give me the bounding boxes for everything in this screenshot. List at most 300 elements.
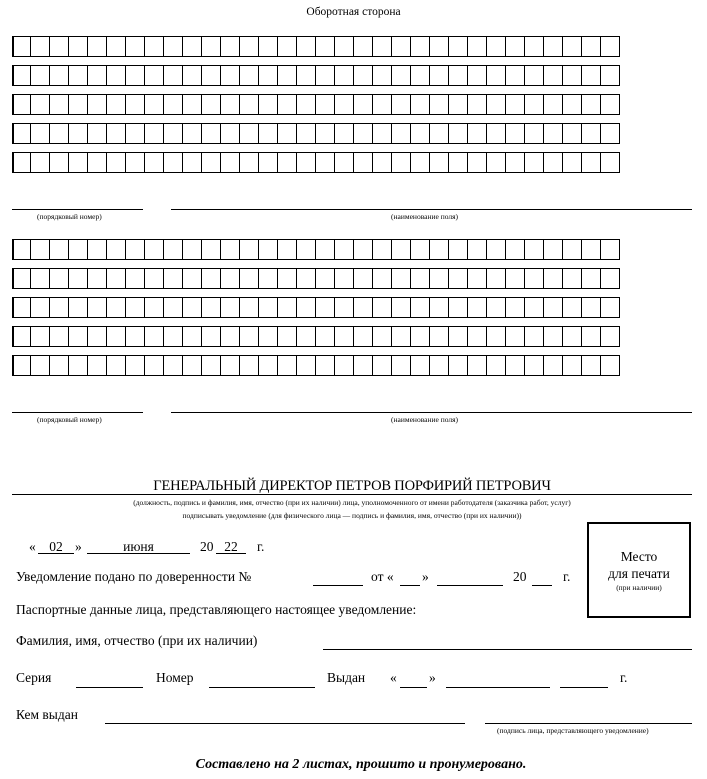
grid-cell[interactable] — [582, 268, 601, 289]
grid-cell[interactable] — [487, 152, 506, 173]
grid-cell[interactable] — [278, 94, 297, 115]
grid-cell[interactable] — [563, 268, 582, 289]
grid-cell[interactable] — [582, 36, 601, 57]
grid-cell[interactable] — [525, 152, 544, 173]
grid-cell[interactable] — [164, 297, 183, 318]
grid-cell[interactable] — [411, 152, 430, 173]
grid-cell[interactable] — [354, 94, 373, 115]
grid-cell[interactable] — [88, 36, 107, 57]
grid-cell[interactable] — [316, 65, 335, 86]
grid-cell[interactable] — [88, 297, 107, 318]
grid-cell[interactable] — [316, 326, 335, 347]
grid-cell[interactable] — [145, 268, 164, 289]
grid-cell[interactable] — [183, 239, 202, 260]
grid-cell[interactable] — [164, 36, 183, 57]
grid-cell[interactable] — [12, 94, 31, 115]
grid-cell[interactable] — [544, 123, 563, 144]
grid-cell[interactable] — [221, 123, 240, 144]
grid-cell[interactable] — [392, 355, 411, 376]
grid-cell[interactable] — [31, 152, 50, 173]
grid-cell[interactable] — [50, 326, 69, 347]
grid-cell[interactable] — [354, 297, 373, 318]
grid-cell[interactable] — [69, 65, 88, 86]
grid-cell[interactable] — [145, 297, 164, 318]
grid-cell[interactable] — [544, 355, 563, 376]
grid-cell[interactable] — [31, 65, 50, 86]
grid-cell[interactable] — [259, 152, 278, 173]
grid-cell[interactable] — [69, 239, 88, 260]
grid-cell[interactable] — [449, 94, 468, 115]
grid-cell[interactable] — [544, 326, 563, 347]
grid-cell[interactable] — [240, 123, 259, 144]
grid-cell[interactable] — [107, 268, 126, 289]
grid-cell[interactable] — [468, 65, 487, 86]
issued-month-field[interactable] — [446, 687, 550, 688]
grid-cell[interactable] — [31, 94, 50, 115]
grid-cell[interactable] — [335, 297, 354, 318]
grid-cell[interactable] — [430, 326, 449, 347]
grid-cell[interactable] — [278, 36, 297, 57]
grid-cell[interactable] — [12, 152, 31, 173]
grid-cell[interactable] — [240, 65, 259, 86]
grid-cell[interactable] — [145, 36, 164, 57]
grid-cell[interactable] — [449, 326, 468, 347]
grid-cell[interactable] — [145, 152, 164, 173]
grid-cell[interactable] — [411, 94, 430, 115]
grid-cell[interactable] — [411, 65, 430, 86]
grid-cell[interactable] — [107, 65, 126, 86]
grid-cell[interactable] — [50, 123, 69, 144]
grid-cell[interactable] — [259, 65, 278, 86]
proxy-year-field[interactable] — [532, 585, 552, 586]
grid-cell[interactable] — [468, 152, 487, 173]
grid-cell[interactable] — [430, 297, 449, 318]
grid-cell[interactable] — [69, 268, 88, 289]
grid-cell[interactable] — [12, 123, 31, 144]
grid-cell[interactable] — [411, 297, 430, 318]
serial-number-line-2[interactable] — [12, 412, 143, 413]
grid-cell[interactable] — [221, 239, 240, 260]
grid-cell[interactable] — [126, 94, 145, 115]
grid-cell[interactable] — [202, 326, 221, 347]
grid-cell[interactable] — [107, 297, 126, 318]
grid-cell[interactable] — [126, 239, 145, 260]
grid-cell[interactable] — [12, 65, 31, 86]
grid-cell[interactable] — [240, 326, 259, 347]
grid-cell[interactable] — [126, 326, 145, 347]
grid-cell[interactable] — [373, 36, 392, 57]
grid-cell[interactable] — [544, 297, 563, 318]
grid-cell[interactable] — [449, 152, 468, 173]
grid-cell[interactable] — [31, 355, 50, 376]
grid-cell[interactable] — [297, 297, 316, 318]
grid-cell[interactable] — [202, 123, 221, 144]
grid-cell[interactable] — [430, 94, 449, 115]
grid-cell[interactable] — [563, 94, 582, 115]
grid-cell[interactable] — [354, 268, 373, 289]
grid-cell[interactable] — [506, 326, 525, 347]
grid-cell[interactable] — [392, 326, 411, 347]
grid-cell[interactable] — [259, 297, 278, 318]
grid-cell[interactable] — [449, 123, 468, 144]
grid-cell[interactable] — [487, 239, 506, 260]
date-day[interactable]: 02 — [49, 539, 63, 554]
grid-cell[interactable] — [145, 94, 164, 115]
grid-cell[interactable] — [582, 355, 601, 376]
grid-cell[interactable] — [354, 36, 373, 57]
grid-cell[interactable] — [107, 36, 126, 57]
grid-cell[interactable] — [12, 268, 31, 289]
grid-cell[interactable] — [221, 152, 240, 173]
grid-cell[interactable] — [335, 65, 354, 86]
grid-cell[interactable] — [582, 239, 601, 260]
grid-cell[interactable] — [411, 326, 430, 347]
grid-cell[interactable] — [259, 123, 278, 144]
grid-cell[interactable] — [50, 239, 69, 260]
grid-cell[interactable] — [430, 36, 449, 57]
grid-cell[interactable] — [69, 123, 88, 144]
grid-cell[interactable] — [468, 36, 487, 57]
grid-cell[interactable] — [468, 268, 487, 289]
grid-cell[interactable] — [278, 326, 297, 347]
grid-cell[interactable] — [449, 65, 468, 86]
grid-cell[interactable] — [316, 355, 335, 376]
grid-cell[interactable] — [88, 355, 107, 376]
grid-cell[interactable] — [525, 65, 544, 86]
grid-cell[interactable] — [449, 239, 468, 260]
grid-cell[interactable] — [601, 239, 620, 260]
grid-cell[interactable] — [31, 297, 50, 318]
grid-cell[interactable] — [107, 94, 126, 115]
grid-cell[interactable] — [221, 268, 240, 289]
grid-cell[interactable] — [487, 36, 506, 57]
grid-cell[interactable] — [12, 36, 31, 57]
grid-cell[interactable] — [126, 36, 145, 57]
grid-cell[interactable] — [278, 239, 297, 260]
grid-cell[interactable] — [373, 152, 392, 173]
grid-cell[interactable] — [430, 355, 449, 376]
grid-cell[interactable] — [183, 355, 202, 376]
grid-cell[interactable] — [563, 65, 582, 86]
grid-cell[interactable] — [88, 239, 107, 260]
grid-cell[interactable] — [88, 152, 107, 173]
grid-cell[interactable] — [88, 65, 107, 86]
grid-cell[interactable] — [544, 268, 563, 289]
grid-cell[interactable] — [430, 268, 449, 289]
grid-cell[interactable] — [183, 268, 202, 289]
grid-cell[interactable] — [31, 36, 50, 57]
grid-cell[interactable] — [392, 36, 411, 57]
grid-cell[interactable] — [335, 326, 354, 347]
grid-cell[interactable] — [468, 239, 487, 260]
grid-cell[interactable] — [164, 123, 183, 144]
grid-cell[interactable] — [202, 152, 221, 173]
grid-cell[interactable] — [563, 36, 582, 57]
grid-cell[interactable] — [69, 297, 88, 318]
grid-cell[interactable] — [525, 239, 544, 260]
grid-cell[interactable] — [69, 94, 88, 115]
grid-cell[interactable] — [354, 239, 373, 260]
grid-cell[interactable] — [430, 239, 449, 260]
grid-cell[interactable] — [487, 326, 506, 347]
grid-cell[interactable] — [525, 355, 544, 376]
grid-cell[interactable] — [354, 123, 373, 144]
grid-cell[interactable] — [525, 297, 544, 318]
grid-cell[interactable] — [411, 355, 430, 376]
grid-cell[interactable] — [601, 326, 620, 347]
grid-cell[interactable] — [335, 239, 354, 260]
grid-cell[interactable] — [430, 123, 449, 144]
grid-cell[interactable] — [506, 65, 525, 86]
grid-cell[interactable] — [126, 152, 145, 173]
field-name-line-2[interactable] — [171, 412, 692, 413]
signature-field[interactable] — [485, 723, 692, 724]
grid-cell[interactable] — [563, 297, 582, 318]
grid-cell[interactable] — [430, 152, 449, 173]
grid-cell[interactable] — [278, 152, 297, 173]
grid-cell[interactable] — [563, 326, 582, 347]
grid-cell[interactable] — [506, 152, 525, 173]
grid-cell[interactable] — [183, 36, 202, 57]
grid-cell[interactable] — [373, 65, 392, 86]
grid-cell[interactable] — [259, 268, 278, 289]
grid-cell[interactable] — [164, 239, 183, 260]
grid-cell[interactable] — [31, 239, 50, 260]
grid-cell[interactable] — [145, 123, 164, 144]
grid-cell[interactable] — [392, 268, 411, 289]
grid-cell[interactable] — [183, 65, 202, 86]
grid-cell[interactable] — [297, 94, 316, 115]
issued-by-field[interactable] — [105, 723, 465, 724]
grid-cell[interactable] — [183, 152, 202, 173]
character-grid-bottom[interactable] — [12, 239, 620, 384]
grid-cell[interactable] — [449, 297, 468, 318]
proxy-day-field[interactable] — [400, 585, 420, 586]
grid-cell[interactable] — [468, 297, 487, 318]
grid-cell[interactable] — [278, 65, 297, 86]
grid-cell[interactable] — [354, 326, 373, 347]
grid-cell[interactable] — [297, 355, 316, 376]
grid-cell[interactable] — [221, 355, 240, 376]
grid-cell[interactable] — [316, 36, 335, 57]
grid-cell[interactable] — [316, 297, 335, 318]
grid-cell[interactable] — [202, 65, 221, 86]
grid-cell[interactable] — [525, 268, 544, 289]
grid-cell[interactable] — [183, 123, 202, 144]
grid-cell[interactable] — [487, 355, 506, 376]
grid-cell[interactable] — [126, 297, 145, 318]
grid-cell[interactable] — [449, 268, 468, 289]
grid-cell[interactable] — [392, 297, 411, 318]
grid-cell[interactable] — [449, 355, 468, 376]
grid-cell[interactable] — [544, 152, 563, 173]
grid-cell[interactable] — [335, 152, 354, 173]
grid-cell[interactable] — [316, 268, 335, 289]
grid-cell[interactable] — [544, 239, 563, 260]
grid-cell[interactable] — [202, 239, 221, 260]
grid-cell[interactable] — [582, 152, 601, 173]
grid-cell[interactable] — [316, 94, 335, 115]
grid-cell[interactable] — [354, 65, 373, 86]
grid-cell[interactable] — [525, 36, 544, 57]
grid-cell[interactable] — [12, 355, 31, 376]
grid-cell[interactable] — [297, 36, 316, 57]
grid-cell[interactable] — [449, 36, 468, 57]
grid-cell[interactable] — [354, 355, 373, 376]
grid-cell[interactable] — [240, 268, 259, 289]
grid-cell[interactable] — [601, 36, 620, 57]
grid-cell[interactable] — [50, 36, 69, 57]
grid-cell[interactable] — [107, 355, 126, 376]
grid-cell[interactable] — [392, 239, 411, 260]
grid-cell[interactable] — [601, 65, 620, 86]
grid-cell[interactable] — [582, 65, 601, 86]
grid-cell[interactable] — [373, 123, 392, 144]
grid-cell[interactable] — [563, 123, 582, 144]
fio-field[interactable] — [323, 649, 692, 650]
grid-cell[interactable] — [601, 268, 620, 289]
grid-cell[interactable] — [335, 36, 354, 57]
grid-cell[interactable] — [164, 152, 183, 173]
grid-cell[interactable] — [373, 239, 392, 260]
grid-cell[interactable] — [145, 239, 164, 260]
grid-cell[interactable] — [544, 65, 563, 86]
grid-cell[interactable] — [297, 152, 316, 173]
grid-cell[interactable] — [278, 268, 297, 289]
grid-cell[interactable] — [506, 36, 525, 57]
signatory-line[interactable] — [12, 494, 692, 495]
grid-cell[interactable] — [392, 65, 411, 86]
grid-cell[interactable] — [563, 355, 582, 376]
grid-cell[interactable] — [335, 355, 354, 376]
grid-cell[interactable] — [240, 355, 259, 376]
grid-cell[interactable] — [335, 268, 354, 289]
grid-cell[interactable] — [240, 94, 259, 115]
grid-cell[interactable] — [601, 94, 620, 115]
grid-cell[interactable] — [12, 239, 31, 260]
grid-cell[interactable] — [506, 239, 525, 260]
grid-cell[interactable] — [259, 36, 278, 57]
grid-cell[interactable] — [145, 326, 164, 347]
grid-cell[interactable] — [69, 152, 88, 173]
grid-cell[interactable] — [468, 94, 487, 115]
grid-cell[interactable] — [50, 94, 69, 115]
grid-cell[interactable] — [12, 326, 31, 347]
grid-cell[interactable] — [259, 239, 278, 260]
serial-number-line[interactable] — [12, 209, 143, 210]
grid-cell[interactable] — [259, 326, 278, 347]
grid-cell[interactable] — [563, 152, 582, 173]
grid-cell[interactable] — [582, 94, 601, 115]
grid-cell[interactable] — [582, 297, 601, 318]
grid-cell[interactable] — [88, 326, 107, 347]
grid-cell[interactable] — [259, 94, 278, 115]
grid-cell[interactable] — [297, 268, 316, 289]
grid-cell[interactable] — [297, 123, 316, 144]
proxy-number-field[interactable] — [313, 585, 363, 586]
grid-cell[interactable] — [506, 123, 525, 144]
grid-cell[interactable] — [126, 123, 145, 144]
grid-cell[interactable] — [582, 123, 601, 144]
grid-cell[interactable] — [50, 355, 69, 376]
grid-cell[interactable] — [316, 152, 335, 173]
grid-cell[interactable] — [50, 65, 69, 86]
grid-cell[interactable] — [183, 326, 202, 347]
grid-cell[interactable] — [183, 94, 202, 115]
grid-cell[interactable] — [50, 297, 69, 318]
grid-cell[interactable] — [506, 297, 525, 318]
grid-cell[interactable] — [601, 123, 620, 144]
grid-cell[interactable] — [601, 355, 620, 376]
series-field[interactable] — [76, 687, 143, 688]
grid-cell[interactable] — [107, 326, 126, 347]
date-year[interactable]: 22 — [224, 539, 238, 554]
character-grid-top[interactable] — [12, 36, 620, 181]
grid-cell[interactable] — [487, 268, 506, 289]
grid-cell[interactable] — [221, 297, 240, 318]
grid-cell[interactable] — [373, 94, 392, 115]
grid-cell[interactable] — [411, 239, 430, 260]
grid-cell[interactable] — [544, 94, 563, 115]
grid-cell[interactable] — [506, 355, 525, 376]
grid-cell[interactable] — [88, 94, 107, 115]
grid-cell[interactable] — [316, 239, 335, 260]
grid-cell[interactable] — [164, 326, 183, 347]
grid-cell[interactable] — [278, 123, 297, 144]
grid-cell[interactable] — [373, 297, 392, 318]
grid-cell[interactable] — [392, 123, 411, 144]
grid-cell[interactable] — [525, 94, 544, 115]
grid-cell[interactable] — [411, 123, 430, 144]
issued-day-field[interactable] — [400, 687, 427, 688]
grid-cell[interactable] — [202, 94, 221, 115]
grid-cell[interactable] — [411, 268, 430, 289]
field-name-line[interactable] — [171, 209, 692, 210]
grid-cell[interactable] — [278, 297, 297, 318]
grid-cell[interactable] — [525, 123, 544, 144]
issued-year-field[interactable] — [560, 687, 608, 688]
grid-cell[interactable] — [145, 355, 164, 376]
grid-cell[interactable] — [582, 326, 601, 347]
grid-cell[interactable] — [126, 65, 145, 86]
grid-cell[interactable] — [392, 94, 411, 115]
grid-cell[interactable] — [525, 326, 544, 347]
grid-cell[interactable] — [164, 94, 183, 115]
grid-cell[interactable] — [487, 65, 506, 86]
grid-cell[interactable] — [487, 94, 506, 115]
grid-cell[interactable] — [563, 239, 582, 260]
grid-cell[interactable] — [69, 36, 88, 57]
grid-cell[interactable] — [221, 36, 240, 57]
grid-cell[interactable] — [88, 123, 107, 144]
grid-cell[interactable] — [69, 355, 88, 376]
grid-cell[interactable] — [468, 326, 487, 347]
grid-cell[interactable] — [297, 239, 316, 260]
grid-cell[interactable] — [31, 268, 50, 289]
grid-cell[interactable] — [335, 94, 354, 115]
grid-cell[interactable] — [297, 326, 316, 347]
grid-cell[interactable] — [31, 123, 50, 144]
grid-cell[interactable] — [221, 326, 240, 347]
grid-cell[interactable] — [164, 65, 183, 86]
grid-cell[interactable] — [31, 326, 50, 347]
grid-cell[interactable] — [487, 123, 506, 144]
grid-cell[interactable] — [107, 152, 126, 173]
proxy-month-field[interactable] — [437, 585, 503, 586]
grid-cell[interactable] — [316, 123, 335, 144]
grid-cell[interactable] — [240, 297, 259, 318]
grid-cell[interactable] — [202, 297, 221, 318]
